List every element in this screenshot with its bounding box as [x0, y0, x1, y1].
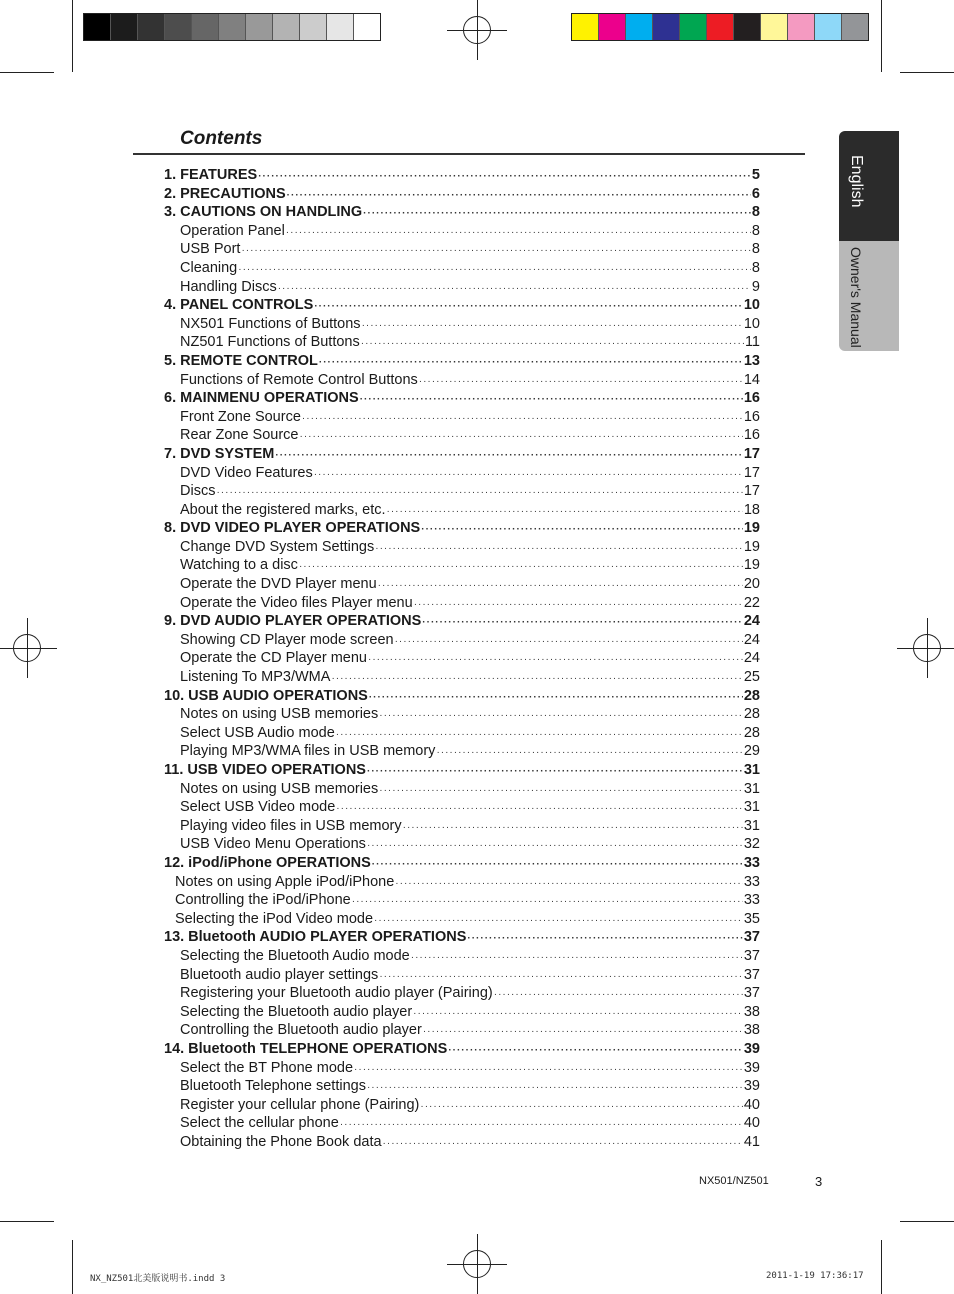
toc-section-entry[interactable] — [164, 947, 760, 966]
color-swatch — [626, 14, 653, 40]
toc-leader-dots — [421, 521, 743, 540]
crop-mark — [881, 0, 882, 72]
toc-leader-dots — [423, 1023, 743, 1042]
toc-leader-dots — [378, 577, 743, 596]
toc-entry-label: 1. FEATURES — [164, 167, 258, 183]
toc-chapter-entry[interactable] — [164, 854, 760, 873]
toc-entry-label: Select the cellular phone — [180, 1115, 339, 1132]
color-swatch — [273, 14, 300, 40]
toc-entry-page: 19 — [743, 557, 760, 574]
toc-chapter-entry[interactable] — [164, 296, 760, 315]
toc-entry-label: Change DVD System Settings — [180, 538, 375, 555]
toc-entry-label: Selecting the Bluetooth audio player — [180, 1003, 413, 1020]
color-swatch — [599, 14, 626, 40]
toc-entry-label: 10. USB AUDIO OPERATIONS — [164, 687, 368, 704]
toc-entry-page: 22 — [743, 594, 760, 611]
toc-section-entry[interactable] — [164, 1059, 760, 1078]
toc-section-entry[interactable] — [164, 705, 760, 724]
crop-mark — [900, 1221, 954, 1222]
toc-entry-label: 11. USB VIDEO OPERATIONS — [164, 762, 366, 778]
color-swatch — [815, 14, 842, 40]
toc-entry-page: 28 — [743, 706, 760, 723]
toc-entry-page: 41 — [743, 1133, 760, 1150]
toc-section-entry[interactable] — [164, 575, 760, 594]
crop-mark — [0, 1221, 54, 1222]
toc-entry-page: 37 — [743, 929, 760, 946]
title-rule — [133, 153, 805, 155]
toc-section-entry[interactable] — [164, 1021, 760, 1040]
toc-entry-page: 13 — [743, 352, 760, 369]
toc-entry-page: 33 — [743, 854, 760, 871]
toc-entry-page: 39 — [743, 1059, 760, 1076]
toc-chapter-entry[interactable] — [164, 612, 760, 631]
toc-entry-label: Controlling the Bluetooth audio player — [180, 1022, 422, 1039]
toc-entry-label: Register your cellular phone (Pairing) — [180, 1096, 420, 1113]
toc-leader-dots — [395, 633, 743, 652]
toc-entry-page: 8 — [751, 259, 760, 276]
toc-section-entry[interactable] — [164, 1133, 760, 1152]
toc-entry-page: 39 — [743, 1040, 760, 1057]
toc-entry-page: 8 — [751, 222, 760, 239]
toc-leader-dots — [367, 837, 743, 856]
page-number: 3 — [815, 1174, 823, 1189]
toc-chapter-entry[interactable] — [164, 445, 760, 464]
toc-entry-page: 19 — [743, 538, 760, 555]
toc-entry-page: 39 — [743, 1078, 760, 1095]
color-swatch — [354, 14, 380, 40]
toc-leader-dots — [362, 317, 743, 336]
toc-entry-page: 37 — [743, 947, 760, 964]
color-swatch — [300, 14, 327, 40]
color-swatch — [219, 14, 246, 40]
toc-section-entry[interactable] — [164, 371, 760, 390]
toc-section-entry[interactable] — [164, 891, 760, 910]
toc-section-entry[interactable] — [164, 333, 760, 352]
toc-entry-page: 10 — [743, 297, 760, 314]
toc-leader-dots — [383, 1135, 743, 1154]
toc-section-entry[interactable] — [164, 222, 760, 241]
toc-entry-label: DVD Video Features — [180, 464, 313, 481]
toc-chapter-entry[interactable] — [164, 185, 760, 204]
toc-section-entry[interactable] — [164, 798, 760, 817]
toc-entry-page: 37 — [743, 985, 760, 1002]
toc-leader-dots — [314, 466, 743, 485]
toc-entry-page: 35 — [743, 910, 760, 927]
language-label: English — [848, 155, 865, 208]
toc-leader-dots — [413, 1005, 743, 1024]
toc-entry-page: 38 — [743, 1022, 760, 1039]
toc-leader-dots — [420, 1098, 742, 1117]
toc-section-entry[interactable] — [164, 817, 760, 836]
toc-entry-label: USB Video Menu Operations — [180, 836, 366, 853]
toc-leader-dots — [314, 298, 743, 317]
toc-leader-dots — [340, 1116, 743, 1135]
toc-leader-dots — [379, 782, 743, 801]
toc-section-entry[interactable] — [164, 556, 760, 575]
toc-entry-label: Rear Zone Source — [180, 427, 299, 444]
toc-entry-page: 17 — [743, 483, 760, 500]
toc-entry-page: 38 — [743, 1003, 760, 1020]
toc-entry-label: Obtaining the Phone Book data — [180, 1133, 382, 1150]
toc-leader-dots — [494, 986, 743, 1005]
toc-section-entry[interactable] — [164, 873, 760, 892]
toc-entry-page: 37 — [743, 966, 760, 983]
color-swatch — [707, 14, 734, 40]
color-swatch — [165, 14, 192, 40]
toc-section-entry[interactable] — [164, 482, 760, 501]
toc-section-entry[interactable] — [164, 631, 760, 650]
toc-chapter-entry[interactable] — [164, 203, 760, 222]
toc-entry-page: 11 — [744, 334, 760, 351]
toc-entry-label: 9. DVD AUDIO PLAYER OPERATIONS — [164, 613, 422, 630]
toc-entry-page: 20 — [743, 576, 760, 593]
toc-entry-label: 8. DVD VIDEO PLAYER OPERATIONS — [164, 520, 421, 537]
color-swatch — [842, 14, 868, 40]
toc-section-entry[interactable] — [164, 501, 760, 520]
toc-leader-dots — [275, 447, 742, 466]
crop-mark — [72, 1240, 73, 1294]
toc-entry-page: 28 — [743, 687, 760, 704]
toc-entry-page: 33 — [743, 892, 760, 909]
toc-section-entry[interactable] — [164, 259, 760, 278]
toc-entry-label: About the registered marks, etc. — [180, 501, 386, 518]
table-of-contents — [164, 166, 760, 1151]
toc-leader-dots — [299, 428, 742, 447]
section-label: Owner's Manual — [848, 247, 864, 348]
toc-section-entry[interactable] — [164, 408, 760, 427]
toc-leader-dots — [422, 614, 743, 633]
toc-entry-label: Registering your Bluetooth audio player (Pairing) — [180, 985, 493, 1002]
toc-entry-page: 16 — [743, 427, 760, 444]
toc-entry-label: 5. REMOTE CONTROL — [164, 352, 318, 369]
toc-entry-label: 12. iPod/iPhone OPERATIONS — [164, 854, 371, 871]
color-swatch — [84, 14, 111, 40]
toc-entry-page: 24 — [743, 650, 760, 667]
toc-section-entry[interactable] — [164, 538, 760, 557]
toc-entry-label: Playing MP3/WMA files in USB memory — [180, 743, 436, 760]
registration-mark — [897, 618, 954, 678]
toc-entry-page: 32 — [743, 836, 760, 853]
color-swatch — [138, 14, 165, 40]
toc-chapter-entry[interactable] — [164, 389, 760, 408]
toc-entry-page: 10 — [743, 315, 760, 332]
toc-entry-label: Controlling the iPod/iPhone — [175, 892, 351, 909]
toc-section-entry[interactable] — [164, 668, 760, 687]
toc-entry-page: 17 — [743, 445, 760, 462]
toc-leader-dots — [367, 763, 743, 782]
crop-mark — [881, 1240, 882, 1294]
toc-entry-label: Front Zone Source — [180, 408, 301, 425]
color-swatch — [788, 14, 815, 40]
toc-leader-dots — [411, 949, 743, 968]
toc-leader-dots — [352, 893, 743, 912]
toc-entry-label: Select the BT Phone mode — [180, 1059, 354, 1076]
toc-entry-page: 25 — [743, 669, 760, 686]
toc-entry-page: 40 — [743, 1115, 760, 1132]
toc-leader-dots — [467, 930, 742, 949]
toc-entry-label: Discs — [180, 483, 216, 500]
language-tab — [839, 131, 899, 241]
toc-entry-label: NX501 Functions of Buttons — [180, 315, 361, 332]
toc-entry-label: 3. CAUTIONS ON HANDLING — [164, 204, 363, 221]
toc-entry-page: 31 — [743, 780, 760, 797]
toc-section-entry[interactable] — [164, 724, 760, 743]
color-swatch — [680, 14, 707, 40]
color-swatch — [246, 14, 273, 40]
toc-leader-dots — [367, 1079, 743, 1098]
toc-leader-dots — [278, 280, 751, 299]
toc-section-entry[interactable] — [164, 464, 760, 483]
toc-entry-label: Operation Panel — [180, 222, 285, 239]
toc-chapter-entry[interactable] — [164, 761, 760, 780]
toc-leader-dots — [286, 224, 751, 243]
toc-leader-dots — [258, 168, 751, 187]
toc-entry-page: 5 — [751, 167, 760, 183]
toc-entry-label: 6. MAINMENU OPERATIONS — [164, 390, 359, 407]
toc-leader-dots — [414, 596, 743, 615]
color-swatch — [734, 14, 761, 40]
toc-section-entry[interactable] — [164, 594, 760, 613]
toc-section-entry[interactable] — [164, 1077, 760, 1096]
toc-entry-label: Watching to a disc — [180, 557, 298, 574]
toc-entry-label: USB Port — [180, 241, 241, 258]
toc-chapter-entry[interactable] — [164, 352, 760, 371]
toc-leader-dots — [368, 651, 743, 670]
toc-entry-page: 6 — [751, 185, 760, 202]
toc-entry-label: Listening To MP3/WMA — [180, 669, 331, 686]
toc-section-entry[interactable] — [164, 426, 760, 445]
toc-entry-page: 40 — [743, 1096, 760, 1113]
toc-chapter-entry[interactable] — [164, 928, 760, 947]
toc-leader-dots — [238, 261, 751, 280]
toc-entry-page: 31 — [743, 762, 760, 778]
toc-leader-dots — [372, 856, 743, 875]
toc-entry-page: 9 — [751, 278, 760, 295]
toc-entry-page: 17 — [743, 464, 760, 481]
toc-entry-label: Select USB Video mode — [180, 799, 336, 816]
section-tab — [839, 241, 899, 351]
toc-entry-label: Handling Discs — [180, 278, 277, 295]
toc-entry-page: 31 — [743, 817, 760, 834]
toc-leader-dots — [375, 540, 743, 559]
toc-entry-label: Showing CD Player mode screen — [180, 631, 394, 648]
toc-entry-label: Operate the CD Player menu — [180, 650, 367, 667]
toc-entry-label: NZ501 Functions of Buttons — [180, 334, 360, 351]
toc-entry-label: Selecting the iPod Video mode — [175, 910, 374, 927]
toc-entry-page: 16 — [743, 408, 760, 425]
toc-entry-label: 7. DVD SYSTEM — [164, 445, 275, 462]
toc-section-entry[interactable] — [164, 984, 760, 1003]
toc-leader-dots — [361, 335, 744, 354]
model-number: NX501/NZ501 — [699, 1175, 769, 1187]
toc-leader-dots — [241, 242, 750, 261]
toc-entry-page: 33 — [743, 873, 760, 890]
toc-entry-page: 24 — [743, 613, 760, 630]
toc-leader-dots — [379, 707, 743, 726]
color-swatch — [572, 14, 599, 40]
toc-entry-page: 19 — [743, 520, 760, 537]
toc-entry-label: Bluetooth Telephone settings — [180, 1078, 366, 1095]
toc-entry-label: Functions of Remote Control Buttons — [180, 371, 418, 388]
toc-chapter-entry[interactable] — [164, 687, 760, 706]
toc-leader-dots — [331, 670, 742, 689]
color-bar — [571, 13, 869, 41]
toc-chapter-entry[interactable] — [164, 1040, 760, 1059]
toc-section-entry[interactable] — [164, 780, 760, 799]
toc-section-entry[interactable] — [164, 966, 760, 985]
toc-section-entry[interactable] — [164, 742, 760, 761]
toc-entry-label: Notes on using USB memories — [180, 780, 379, 797]
toc-entry-label: Bluetooth audio player settings — [180, 966, 379, 983]
color-swatch — [761, 14, 788, 40]
toc-section-entry[interactable] — [164, 649, 760, 668]
toc-entry-label: Cleaning — [180, 259, 238, 276]
toc-leader-dots — [369, 689, 743, 708]
registration-mark — [447, 1234, 507, 1294]
toc-section-entry[interactable] — [164, 1114, 760, 1133]
toc-entry-page: 24 — [743, 631, 760, 648]
toc-entry-label: Notes on using Apple iPod/iPhone — [175, 873, 395, 890]
toc-section-entry[interactable] — [164, 1096, 760, 1115]
grayscale-bar — [83, 13, 381, 41]
toc-entry-page: 18 — [743, 501, 760, 518]
toc-chapter-entry[interactable] — [164, 166, 760, 185]
print-slug-date: 2011-1-19 17:36:17 — [766, 1271, 864, 1281]
toc-entry-page: 16 — [743, 390, 760, 407]
crop-mark — [900, 72, 954, 73]
toc-entry-label: 2. PRECAUTIONS — [164, 185, 286, 202]
toc-section-entry[interactable] — [164, 278, 760, 297]
toc-leader-dots — [354, 1061, 743, 1080]
toc-entry-page: 29 — [743, 743, 760, 760]
toc-entry-label: Operate the DVD Player menu — [180, 576, 377, 593]
toc-section-entry[interactable] — [164, 240, 760, 259]
page-title: Contents — [180, 128, 263, 149]
toc-leader-dots — [363, 205, 751, 224]
toc-entry-page: 8 — [751, 204, 760, 221]
toc-entry-page: 8 — [751, 241, 760, 258]
crop-mark — [0, 72, 54, 73]
color-swatch — [653, 14, 680, 40]
toc-entry-label: Operate the Video files Player menu — [180, 594, 413, 611]
toc-leader-dots — [403, 819, 743, 838]
toc-entry-label: 13. Bluetooth AUDIO PLAYER OPERATIONS — [164, 929, 467, 946]
color-swatch — [327, 14, 354, 40]
toc-chapter-entry[interactable] — [164, 519, 760, 538]
toc-leader-dots — [395, 875, 743, 894]
print-slug-file: NX_NZ501北美版说明书.indd 3 — [90, 1274, 226, 1284]
toc-leader-dots — [448, 1042, 743, 1061]
color-swatch — [111, 14, 138, 40]
toc-section-entry[interactable] — [164, 910, 760, 929]
toc-section-entry[interactable] — [164, 1003, 760, 1022]
toc-section-entry[interactable] — [164, 835, 760, 854]
toc-section-entry[interactable] — [164, 315, 760, 334]
toc-entry-label: Notes on using USB memories — [180, 706, 379, 723]
registration-mark — [447, 0, 507, 60]
toc-entry-page: 14 — [743, 371, 760, 388]
toc-entry-label: 14. Bluetooth TELEPHONE OPERATIONS — [164, 1040, 448, 1057]
toc-entry-page: 28 — [743, 724, 760, 741]
registration-mark — [0, 618, 57, 678]
toc-entry-page: 31 — [743, 799, 760, 816]
toc-leader-dots — [360, 391, 743, 410]
color-swatch — [192, 14, 219, 40]
toc-entry-label: Selecting the Bluetooth Audio mode — [180, 947, 410, 964]
toc-entry-label: Playing video files in USB memory — [180, 817, 402, 834]
toc-entry-label: 4. PANEL CONTROLS — [164, 297, 314, 314]
toc-leader-dots — [302, 410, 743, 429]
toc-leader-dots — [436, 744, 742, 763]
toc-leader-dots — [387, 503, 743, 522]
toc-entry-label: Select USB Audio mode — [180, 724, 335, 741]
toc-leader-dots — [419, 373, 743, 392]
crop-mark — [72, 0, 73, 72]
